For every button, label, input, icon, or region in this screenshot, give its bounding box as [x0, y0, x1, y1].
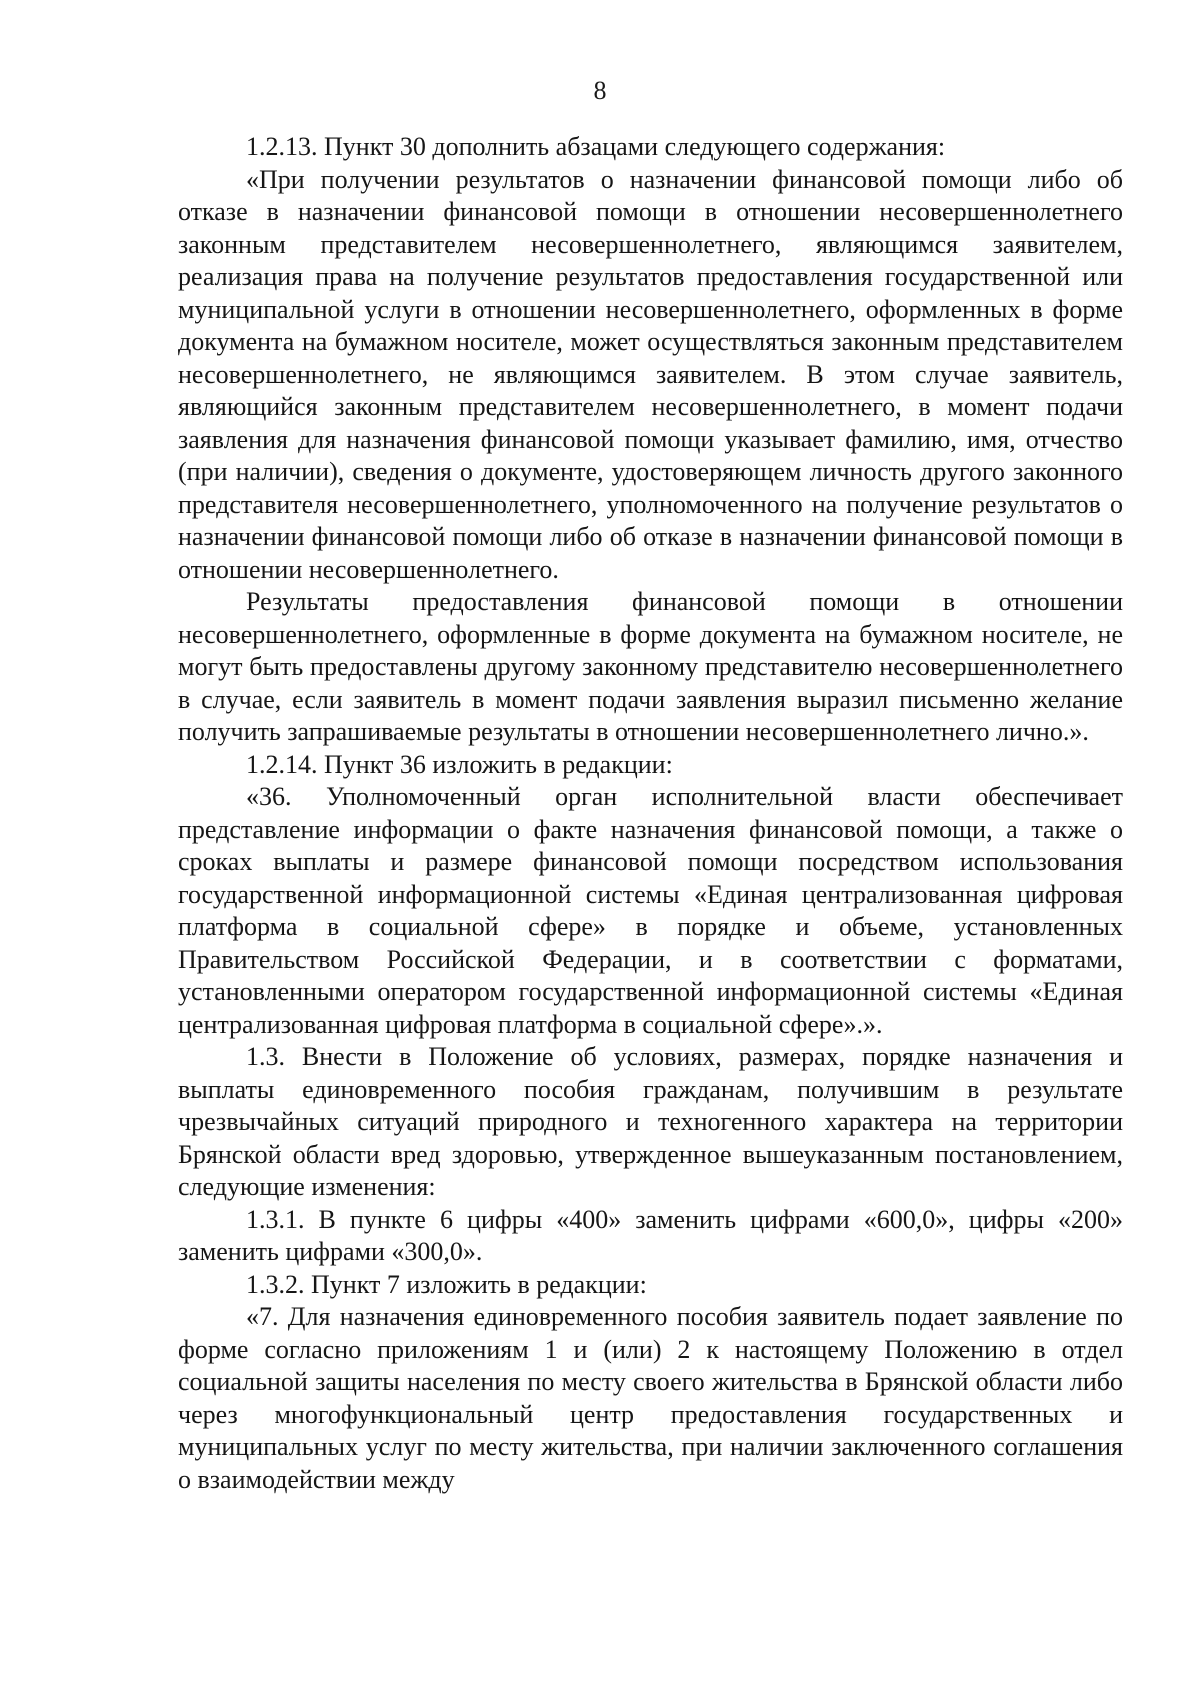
- paragraph-point-7: «7. Для назначения единовременного пособия заявитель подает заявление по форме согласно приложениям 1 и (или) 2 к настоящему Положению в отдел социальной защиты населения по месту своего жительства в Брянской области либо через многофункциональный центр предоставления государственных и муниципальных услуг по месту жительства, при наличии заключенного соглашения о взаимодействии между: [178, 1302, 1123, 1494]
- paragraph-1-3: 1.3. Внести в Положение об условиях, размерах, порядке назначения и выплаты единовременного пособия гражданам, получившим в результате чрезвычайных ситуаций природного и техногенного характера на территории Брянской области вред здоровью, утвержденное вышеуказанным постановлением, следующие изменения:: [178, 1042, 1123, 1201]
- paragraph-point-36: «36. Уполномоченный орган исполнительной власти обеспечивает представление информации о факте назначения финансовой помощи, а также о сроках выплаты и размере финансовой помощи посредством использования государственной информационной системы «Единая централизованная цифровая платформа в социальной сфере» в порядке и объеме, установленных Правительством Российской Федерации, и в соответствии с форматами, установленными оператором государственной информационной системы «Единая централизованная цифровая платформа в социальной сфере».».: [178, 782, 1123, 1039]
- paragraph-minor-results-receipt: «При получении результатов о назначении финансовой помощи либо об отказе в назначении финансовой помощи в отношении несовершеннолетнего законным представителем несовершеннолетнего, являющимся заявителем, реализация права на получение результатов предоставления государственной или муниципальной услуги в отношении несовершеннолетнего, оформленных в форме документа на бумажном носителе, может осуществляться законным представителем несовершеннолетнего, не являющимся заявителем. В этом случае заявитель, являющийся законным представителем несовершеннолетнего, в момент подачи заявления для назначения финансовой помощи указывает фамилию, имя, отчество (при наличии), сведения о документе, удостоверяющем личность другого законного представителя несовершеннолетнего, уполномоченного на получение результатов о назначении финансовой помощи либо об отказе в назначении финансовой помощи в отношении несовершеннолетнего.: [178, 164, 1123, 584]
- paragraph-1-2-14-heading: 1.2.14. Пункт 36 изложить в редакции:: [246, 749, 673, 779]
- paragraph-1-3-1: 1.3.1. В пункте 6 цифры «400» заменить цифрами «600,0», цифры «200» заменить цифрами «300,0».: [178, 1204, 1123, 1266]
- paragraph-1-2-13-heading: 1.2.13. Пункт 30 дополнить абзацами следующего содержания:: [246, 132, 946, 161]
- document-body: [178, 131, 1123, 1496]
- paragraph-1-3-2-heading: 1.3.2. Пункт 7 изложить в редакции:: [246, 1269, 647, 1299]
- page-number: 8: [593, 76, 607, 105]
- paragraph-results-restriction: Результаты предоставления финансовой помощи в отношении несовершеннолетнего, оформленные в форме документа на бумажном носителе, не могут быть предоставлены другому законному представителю несовершеннолетнего в случае, если заявитель в момент подачи заявления выразил письменно желание получить запрашиваемые результаты в отношении несовершеннолетнего лично.».: [178, 587, 1123, 746]
